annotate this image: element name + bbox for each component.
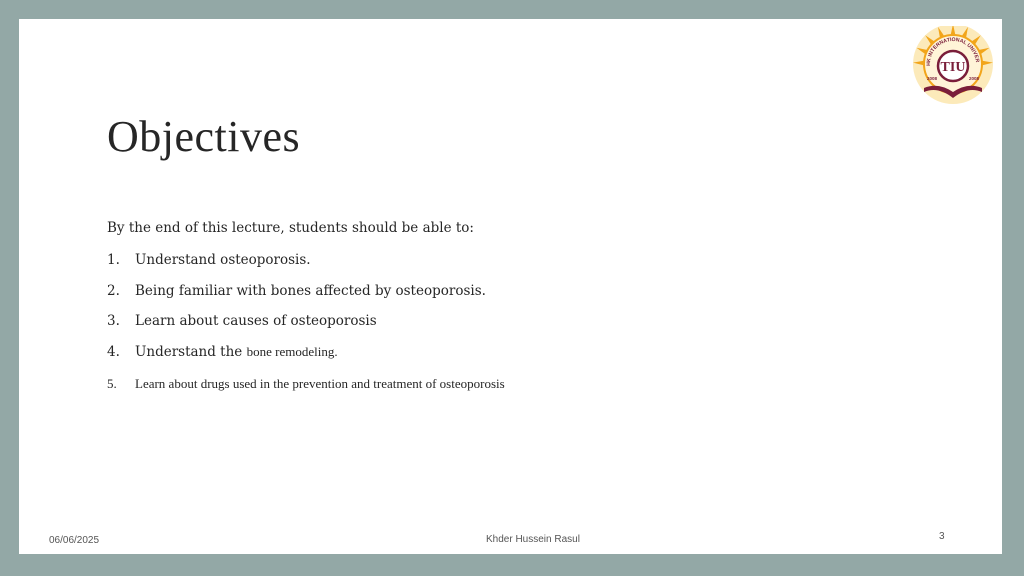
item-text-part-b: bone remodeling.	[246, 344, 338, 359]
item-text	[135, 344, 338, 360]
footer-date: 06/06/2025	[49, 535, 100, 546]
item-text: Understand osteoporosis.	[135, 252, 311, 268]
logo-letters: TIU	[940, 60, 966, 75]
logo-graphic	[910, 26, 996, 112]
item-number: 3.	[107, 313, 120, 329]
item-text: Learn about drugs used in the prevention and treatment of osteoporosis	[135, 376, 505, 391]
intro-text: By the end of this lecture, students should be able to:	[107, 220, 474, 236]
university-logo	[910, 26, 996, 112]
slide	[19, 19, 1002, 554]
page-number: 3	[939, 531, 945, 542]
item-number: 4.	[107, 344, 120, 360]
footer-author: Khder Hussein Rasul	[486, 534, 580, 545]
item-number: 1.	[107, 252, 120, 268]
item-number: 5.	[107, 376, 117, 391]
item-text-part-a: Understand the	[135, 344, 247, 360]
item-text: Being familiar with bones affected by osteoporosis.	[135, 283, 486, 299]
item-number: 2.	[107, 283, 120, 299]
logo-year-right: 2008	[968, 76, 980, 81]
logo-arc-text: HK INTERNATIONAL UNIVER	[925, 36, 980, 66]
item-text: Learn about causes of osteoporosis	[135, 313, 377, 329]
slide-title: Objectives	[107, 112, 301, 161]
logo-year-left: 2008	[926, 76, 938, 81]
